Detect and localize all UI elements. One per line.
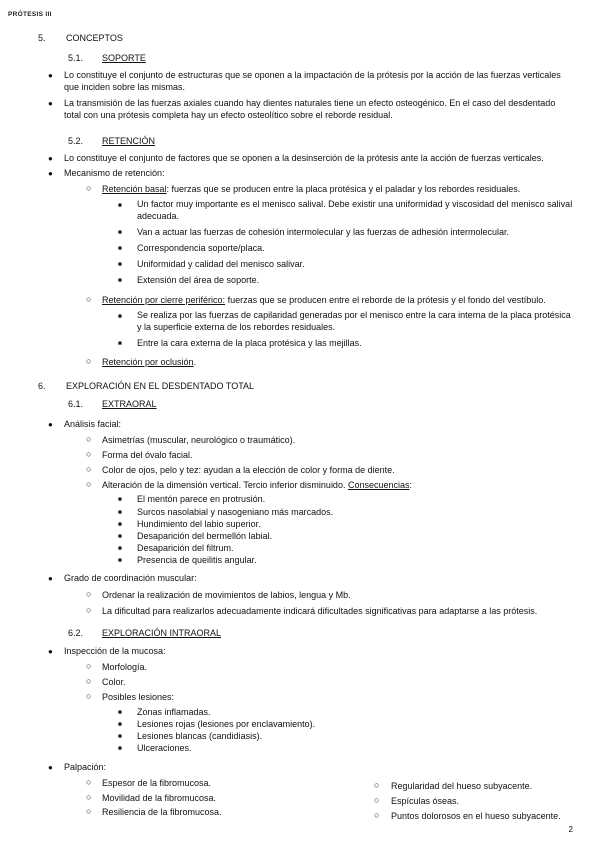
- bullet-dot-icon: ●: [48, 763, 53, 772]
- consecuencias-label: Consecuencias: [347, 480, 410, 490]
- bullet-circle-icon: ○: [86, 661, 92, 671]
- bullet-circle-icon: ○: [86, 605, 92, 615]
- consecuencia-1: El mentón parece en protrusión.: [137, 494, 266, 504]
- cierre-item-1: Se realiza por las fuerzas de capilaridad generadas por el menisco entre la cara interna de la placa protésica y la superficie externa de los rebordes residuales.: [137, 310, 571, 332]
- bullet-circle-icon: ○: [86, 676, 92, 686]
- page-number: 2: [568, 825, 573, 834]
- section-6-1-title: EXTRAORAL: [102, 399, 157, 409]
- inspeccion-heading: Inspección de la mucosa:: [64, 646, 166, 656]
- bullet-square-icon: ■: [118, 533, 122, 540]
- bullet-circle-icon: ○: [86, 464, 92, 474]
- bullet-circle-icon: ○: [86, 792, 92, 802]
- coordinacion-item-1: Ordenar la realización de movimientos de labios, lengua y Mb.: [102, 590, 351, 600]
- bullet-square-icon: ■: [118, 313, 122, 320]
- bullet-square-icon: ■: [118, 496, 122, 503]
- lesion-1: Zonas inflamadas.: [137, 707, 211, 717]
- palpacion-heading: Palpación:: [64, 762, 107, 772]
- bullet-square-icon: ■: [118, 509, 122, 516]
- palpacion-left-2: Movilidad de la fibromucosa.: [102, 793, 217, 803]
- retencion-basal-label: Retención basal: [102, 184, 167, 194]
- retencion-cierre-text: fuerzas que se producen entre el reborde de la prótesis y el fondo del vestíbulo.: [225, 295, 546, 305]
- lesion-4: Ulceraciones.: [137, 743, 192, 753]
- palpacion-right-3: Puntos dolorosos en el hueso subyacente.: [391, 811, 561, 821]
- coordinacion-item-2: La dificultad para realizarlos adecuadamente indicará dificultades significativas para adaptarse a las prótesis.: [102, 606, 538, 616]
- palpacion-left-3: Resiliencia de la fibromucosa.: [102, 807, 222, 817]
- bullet-circle-icon: ○: [86, 449, 92, 459]
- running-header: PRÓTESIS III: [8, 11, 52, 18]
- bullet-square-icon: ■: [118, 202, 122, 209]
- bullet-square-icon: ■: [118, 557, 122, 564]
- retencion-oclusion-label: Retención por oclusión: [102, 357, 194, 367]
- basal-item-5: Extensión del área de soporte.: [137, 275, 260, 285]
- consecuencias-end: :: [409, 480, 413, 490]
- analisis-item-3: Color de ojos, pelo y tez: ayudan a la elección de color y forma de diente.: [102, 465, 395, 475]
- section-5-1-number: 5.1.: [68, 53, 84, 63]
- lesion-3: Lesiones blancas (candidiasis).: [137, 731, 263, 741]
- retencion-oclusion-line: [102, 357, 196, 367]
- bullet-square-icon: ■: [118, 277, 122, 284]
- bullet-square-icon: ■: [118, 545, 122, 552]
- section-5-1-title: SOPORTE: [102, 53, 146, 63]
- bullet-dot-icon: ●: [48, 99, 53, 108]
- alteracion-text: Alteración de la dimensión vertical. Tercio inferior disminuido.: [102, 480, 348, 490]
- coordinacion-heading: Grado de coordinación muscular:: [64, 573, 197, 583]
- bullet-circle-icon: ○: [86, 183, 92, 193]
- consecuencia-4: Desaparición del bermellón labial.: [137, 531, 273, 541]
- bullet-dot-icon: ●: [48, 420, 53, 429]
- bullet-dot-icon: ●: [48, 647, 53, 656]
- basal-item-4: Uniformidad y calidad del menisco salivar.: [137, 259, 305, 269]
- bullet-dot-icon: ●: [48, 71, 53, 80]
- section-6-2-title: EXPLORACIÓN INTRAORAL: [102, 628, 222, 638]
- retencion-basal-line: [102, 184, 520, 194]
- bullet-circle-icon: ○: [86, 806, 92, 816]
- bullet-circle-icon: ○: [86, 479, 92, 489]
- section-6-title: EXPLORACIÓN EN EL DESDENTADO TOTAL: [66, 381, 255, 391]
- bullet-circle-icon: ○: [86, 434, 92, 444]
- bullet-circle-icon: ○: [374, 810, 380, 820]
- bullet-circle-icon: ○: [86, 294, 92, 304]
- bullet-square-icon: ■: [118, 229, 122, 236]
- bullet-square-icon: ■: [118, 745, 122, 752]
- bullet-circle-icon: ○: [86, 777, 92, 787]
- section-5-2-number: 5.2.: [68, 136, 84, 146]
- soporte-bullet-1: Lo constituye el conjunto de estructuras que se oponen a la impactación de la prótesis por la acción de las fuerzas verticales que inciden sobre las mismas.: [64, 70, 561, 92]
- analisis-facial-heading: Análisis facial:: [64, 419, 122, 429]
- bullet-square-icon: ■: [118, 721, 122, 728]
- analisis-item-2: Forma del óvalo facial.: [102, 450, 193, 460]
- inspeccion-item-3: Posibles lesiones:: [102, 692, 175, 702]
- bullet-circle-icon: ○: [86, 356, 92, 366]
- bullet-square-icon: ■: [118, 521, 122, 528]
- retencion-cierre-label: Retención por cierre periférico:: [102, 295, 226, 305]
- bullet-square-icon: ■: [118, 733, 122, 740]
- bullet-dot-icon: ●: [48, 154, 53, 163]
- consecuencia-2: Surcos nasolabial y nasogeniano más marcados.: [137, 507, 334, 517]
- section-6-1-number: 6.1.: [68, 399, 84, 409]
- retencion-oclusion-end: .: [193, 357, 197, 367]
- section-6-2-number: 6.2.: [68, 628, 84, 638]
- bullet-square-icon: ■: [118, 709, 122, 716]
- bullet-dot-icon: ●: [48, 169, 53, 178]
- lesion-2: Lesiones rojas (lesiones por enclavamiento).: [137, 719, 316, 729]
- bullet-circle-icon: ○: [86, 691, 92, 701]
- section-5-2-title: RETENCIÓN: [102, 136, 156, 146]
- bullet-square-icon: ■: [118, 261, 122, 268]
- consecuencia-3: Hundimiento del labio superior.: [137, 519, 261, 529]
- bullet-dot-icon: ●: [48, 574, 53, 583]
- section-6-number: 6.: [38, 381, 46, 391]
- inspeccion-item-1: Morfología.: [102, 662, 148, 672]
- basal-item-2: Van a actuar las fuerzas de cohesión intermolecular y las fuerzas de adhesión intermolecular.: [137, 227, 510, 237]
- palpacion-right-1: Regularidad del hueso subyacente.: [391, 781, 533, 791]
- alteracion-line: [102, 480, 412, 490]
- palpacion-right-2: Espículas óseas.: [391, 796, 460, 806]
- inspeccion-item-2: Color.: [102, 677, 126, 687]
- retencion-bullet-1: Lo constituye el conjunto de factores que se oponen a la desinserción de la prótesis ante la acción de fuerzas verticales.: [64, 153, 544, 163]
- basal-item-1: Un factor muy importante es el menisco salival. Debe existir una uniformidad y viscosidad del menisco salival adecuada.: [137, 199, 573, 221]
- consecuencia-6: Presencia de queilitis angular.: [137, 555, 257, 565]
- cierre-item-2: Entre la cara externa de la placa protésica y las mejillas.: [137, 338, 362, 348]
- consecuencia-5: Desaparición del filtrum.: [137, 543, 234, 553]
- bullet-circle-icon: ○: [374, 795, 380, 805]
- bullet-square-icon: ■: [118, 340, 122, 347]
- basal-item-3: Correspondencia soporte/placa.: [137, 243, 265, 253]
- palpacion-left-1: Espesor de la fibromucosa.: [102, 778, 212, 788]
- section-5-title: CONCEPTOS: [66, 33, 123, 43]
- retencion-cierre-line: [102, 295, 546, 305]
- soporte-bullet-2: La transmisión de las fuerzas axiales cuando hay dientes naturales tiene un efecto osteogénico. En el caso del desdentado total con una prótesis completa hay un efecto osteolítico sobre el reborde residual.: [64, 98, 556, 120]
- bullet-circle-icon: ○: [374, 780, 380, 790]
- analisis-item-1: Asimetrías (muscular, neurológico o traumático).: [102, 435, 296, 445]
- retencion-bullet-2: Mecanismo de retención:: [64, 168, 165, 178]
- section-5-number: 5.: [38, 33, 46, 43]
- bullet-circle-icon: ○: [86, 589, 92, 599]
- retencion-basal-text: : fuerzas que se producen entre la placa protésica y el paladar y los rebordes residuales.: [166, 184, 521, 194]
- bullet-square-icon: ■: [118, 245, 122, 252]
